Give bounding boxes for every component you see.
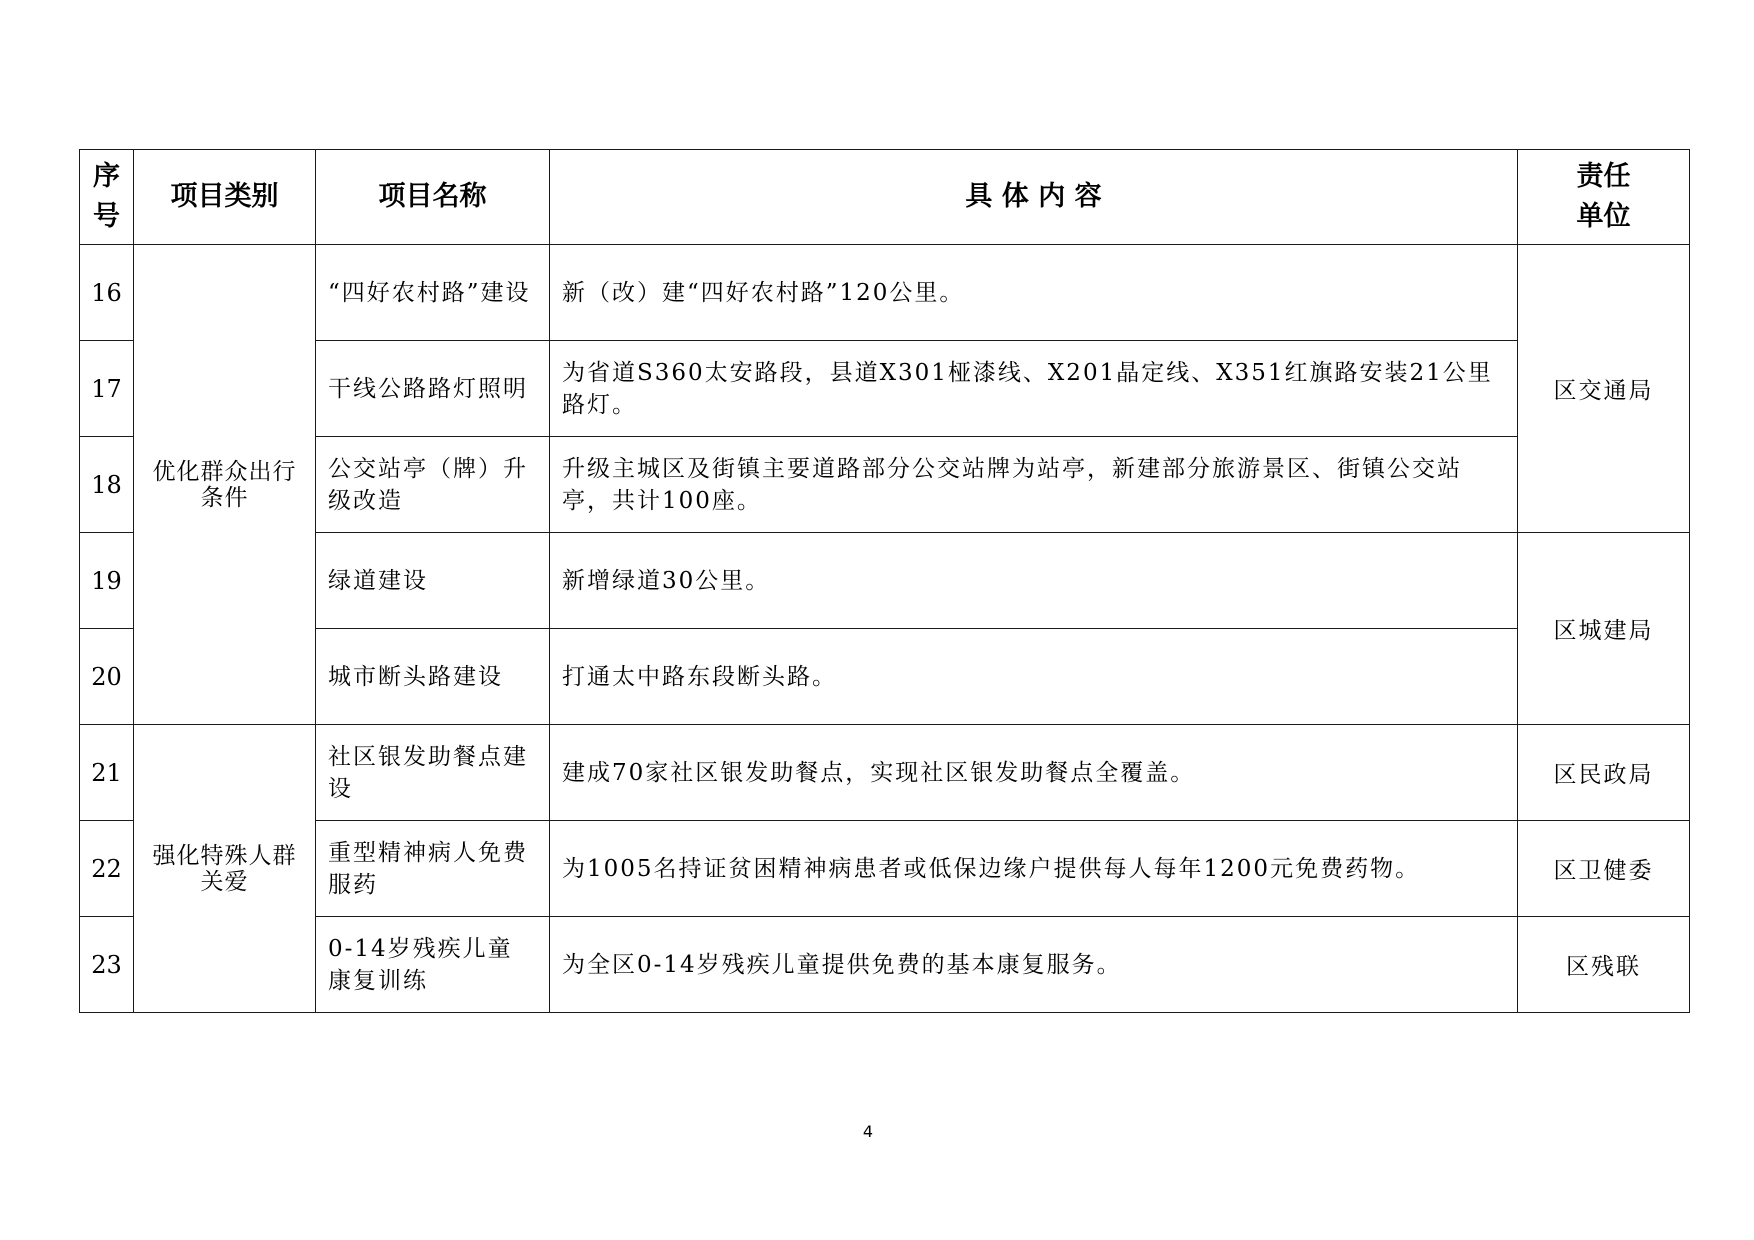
table-row bbox=[80, 245, 1690, 341]
project-table bbox=[79, 149, 1690, 1013]
row-number: 20 bbox=[80, 629, 134, 725]
project-name: 公交站亭（牌）升级改造 bbox=[316, 437, 550, 533]
responsible-unit: 区民政局 bbox=[1518, 725, 1690, 821]
row-number: 19 bbox=[80, 533, 134, 629]
header-num: 序号 bbox=[80, 150, 134, 245]
table-row bbox=[80, 341, 1690, 437]
project-content: 升级主城区及街镇主要道路部分公交站牌为站亭，新建部分旅游景区、街镇公交站亭，共计100座。 bbox=[550, 437, 1518, 533]
table-row bbox=[80, 725, 1690, 821]
row-number: 21 bbox=[80, 725, 134, 821]
project-name: 0-14岁残疾儿童康复训练 bbox=[316, 917, 550, 1013]
responsible-unit: 区卫健委 bbox=[1518, 821, 1690, 917]
responsible-unit: 区城建局 bbox=[1518, 533, 1690, 725]
row-number: 23 bbox=[80, 917, 134, 1013]
project-content: 为省道S360太安路段，县道X301桠漆线、X201晶定线、X351红旗路安装21公里路灯。 bbox=[550, 341, 1518, 437]
table-row bbox=[80, 437, 1690, 533]
project-content: 新增绿道30公里。 bbox=[550, 533, 1518, 629]
header-name: 项目名称 bbox=[316, 150, 550, 245]
project-content: 建成70家社区银发助餐点，实现社区银发助餐点全覆盖。 bbox=[550, 725, 1518, 821]
project-name: 重型精神病人免费服药 bbox=[316, 821, 550, 917]
project-content: 为1005名持证贫困精神病患者或低保边缘户提供每人每年1200元免费药物。 bbox=[550, 821, 1518, 917]
row-number: 18 bbox=[80, 437, 134, 533]
row-number: 22 bbox=[80, 821, 134, 917]
project-name: 社区银发助餐点建设 bbox=[316, 725, 550, 821]
row-number: 17 bbox=[80, 341, 134, 437]
responsible-unit: 区残联 bbox=[1518, 917, 1690, 1013]
header-unit: 责任单位 bbox=[1518, 150, 1690, 245]
category-cell: 强化特殊人群关爱 bbox=[134, 725, 316, 1013]
table-row bbox=[80, 821, 1690, 917]
row-number: 16 bbox=[80, 245, 134, 341]
table-row bbox=[80, 629, 1690, 725]
table-row bbox=[80, 917, 1690, 1013]
table-row bbox=[80, 533, 1690, 629]
project-name: 干线公路路灯照明 bbox=[316, 341, 550, 437]
project-name: “四好农村路”建设 bbox=[316, 245, 550, 341]
header-category: 项目类别 bbox=[134, 150, 316, 245]
project-content: 打通太中路东段断头路。 bbox=[550, 629, 1518, 725]
project-content: 为全区0-14岁残疾儿童提供免费的基本康复服务。 bbox=[550, 917, 1518, 1013]
table-header-row bbox=[80, 150, 1690, 245]
category-cell: 优化群众出行条件 bbox=[134, 245, 316, 725]
header-content: 具 体 内 容 bbox=[550, 150, 1518, 245]
project-name: 城市断头路建设 bbox=[316, 629, 550, 725]
responsible-unit: 区交通局 bbox=[1518, 245, 1690, 533]
project-name: 绿道建设 bbox=[316, 533, 550, 629]
page-number: 4 bbox=[862, 1122, 874, 1141]
project-content: 新（改）建“四好农村路”120公里。 bbox=[550, 245, 1518, 341]
